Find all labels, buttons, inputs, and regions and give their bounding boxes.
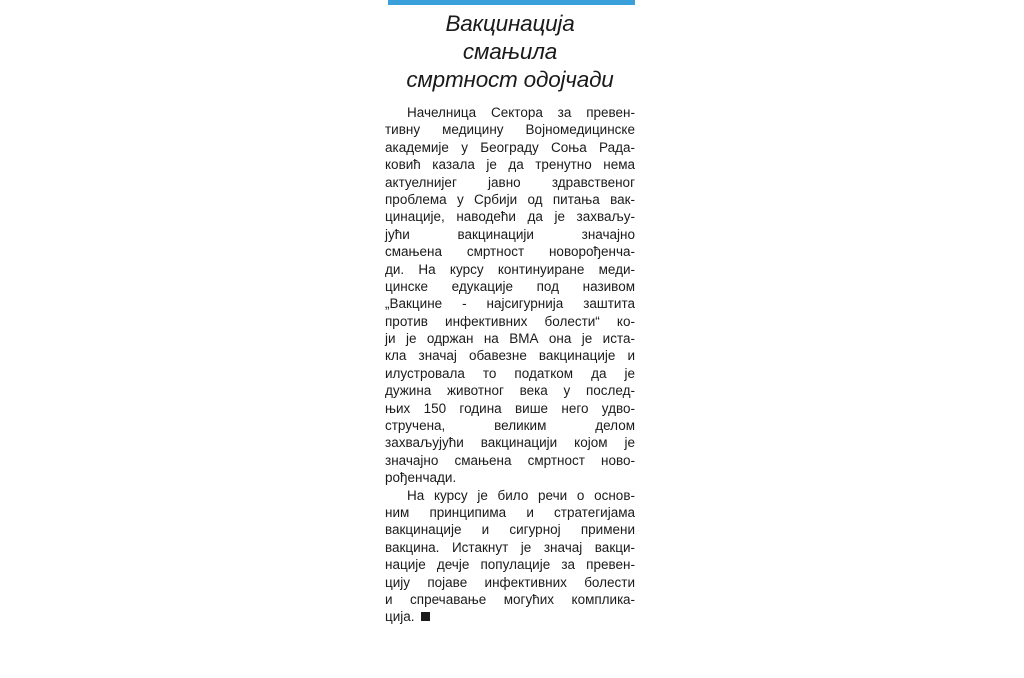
text-line: тивну медицину Војномедицинске <box>385 122 635 138</box>
text-line: њих 150 година више него удво- <box>385 400 635 416</box>
headline-line: смањила <box>462 39 558 64</box>
paragraph-1 <box>385 104 635 487</box>
headline-line: смртност одојчади <box>406 67 614 92</box>
text-line: стручена, великим делом <box>385 418 635 434</box>
text-line: рођенчади. <box>385 470 457 486</box>
text-line: кла значај обавезне вакцинације и <box>385 348 635 364</box>
text-line-final <box>385 608 635 625</box>
text-line: ковић казала је да тренутно нема <box>385 157 635 173</box>
text-line: „Вакцине - најсигурнија заштита <box>385 296 635 312</box>
text-line: актуелнијег јавно здравственог <box>385 174 635 190</box>
text-line: ди. На курсу континуиране меди- <box>385 261 635 277</box>
text-line: вакцинације и сигурној примени <box>385 522 635 538</box>
top-accent-bar <box>388 0 635 5</box>
text-line: против инфективних болести“ ко- <box>385 313 635 329</box>
text-line: цинске едукације под називом <box>385 278 635 294</box>
text-line: нације дечје популације за превен- <box>385 557 635 573</box>
headline-line: Вакцинација <box>445 11 575 36</box>
end-of-article-square-icon <box>421 612 430 621</box>
text-line: ји је одржан на ВМА она је иста- <box>385 331 635 347</box>
text-line: проблема у Србији од питања вак- <box>385 191 635 207</box>
headline <box>385 10 635 94</box>
text-line: јући вакцинацији значајно <box>385 226 635 242</box>
paragraph-2 <box>385 487 635 626</box>
text-line: дужина животног века у послед- <box>385 383 635 399</box>
text-line: вакцина. Истакнут је значај вакци- <box>385 539 635 555</box>
text-line: смањена смртност новорођенча- <box>385 244 635 260</box>
text-line: цинације, наводећи да је захваљу- <box>385 209 635 225</box>
text-line: На курсу је било речи о основ- <box>407 487 635 503</box>
text-line-final-text: ција. <box>385 609 415 625</box>
article <box>385 10 635 626</box>
text-line: Начелница Сектора за превен- <box>407 105 635 120</box>
text-line: ним принципима и стратегијама <box>385 504 635 520</box>
text-line: илустровала то податком да је <box>385 365 635 381</box>
text-line: цију појаве инфективних болести <box>385 574 635 590</box>
text-line: захваљујући вакцинацији којом је <box>385 435 635 451</box>
article-body <box>385 104 635 626</box>
text-line: значајно смањена смртност ново- <box>385 452 635 468</box>
text-line: академије у Београду Соња Рада- <box>385 139 635 155</box>
text-line: и спречавање могућих компликa- <box>385 591 635 607</box>
